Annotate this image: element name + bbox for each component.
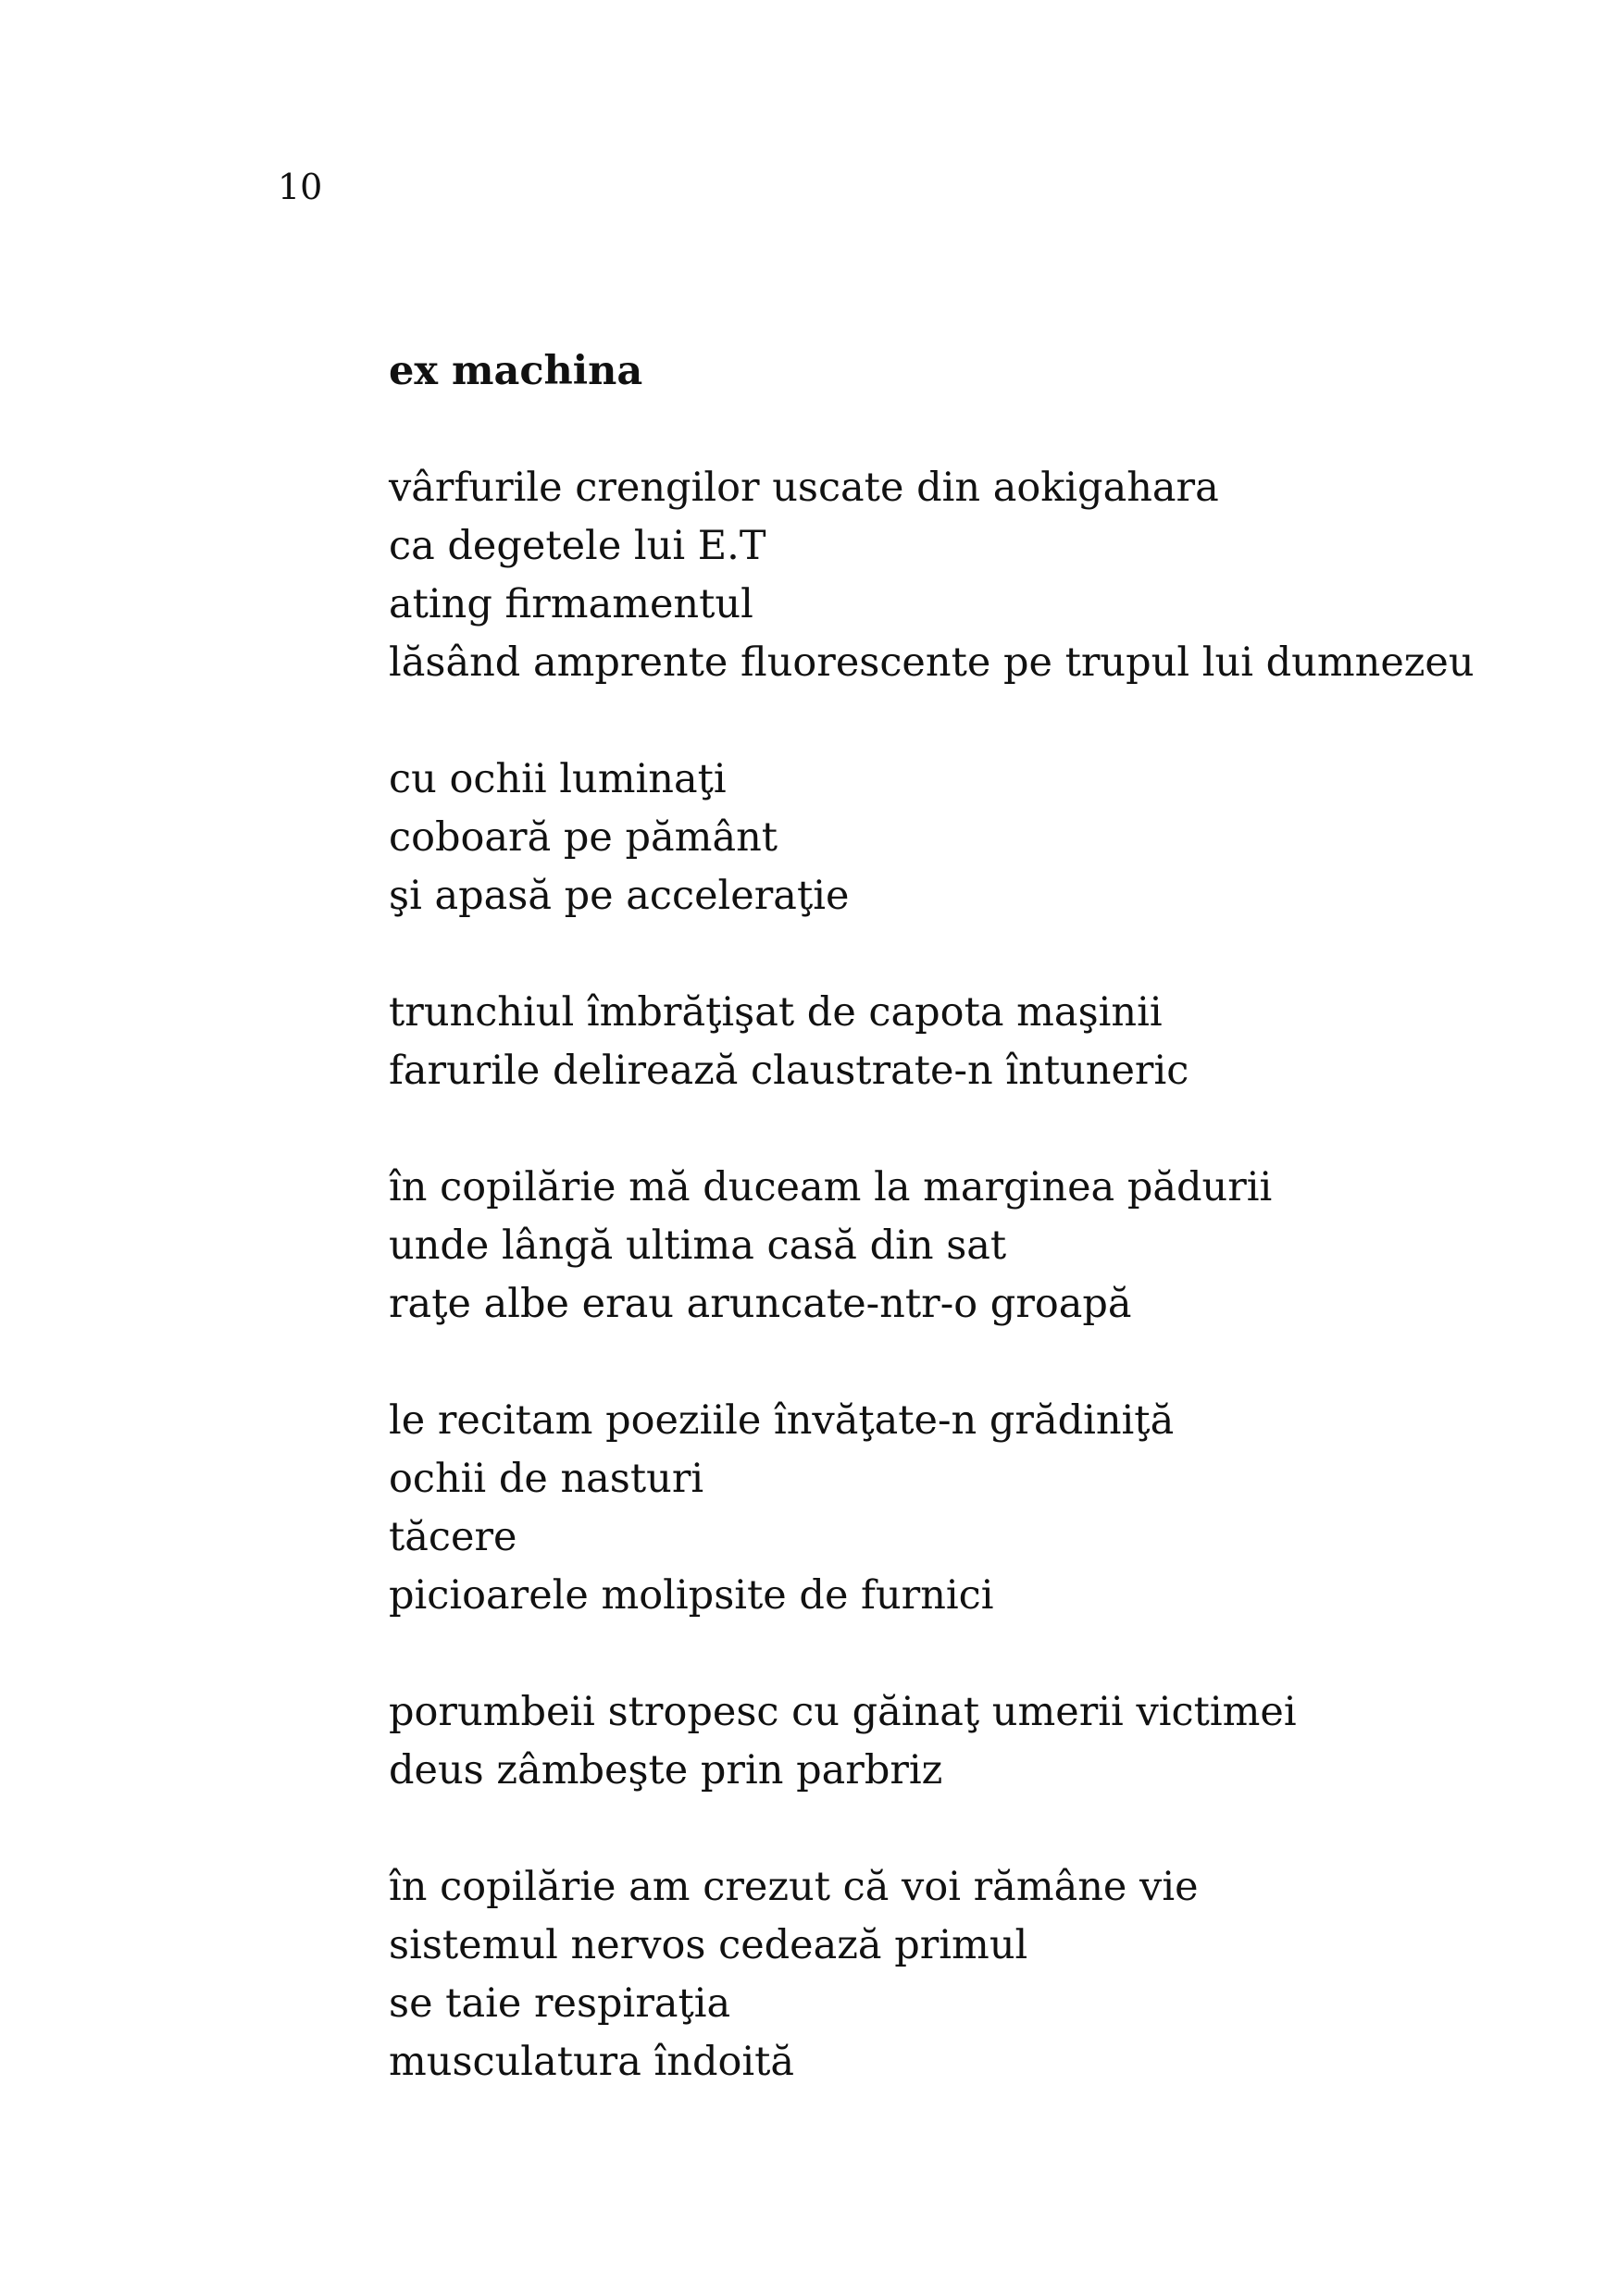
stanza xyxy=(389,751,1537,925)
poem-line: unde lângă ultima casă din sat xyxy=(389,1222,1007,1269)
poem-line: se taie respiraţia xyxy=(389,1980,731,2027)
poem-line: ochii de nasturi xyxy=(389,1456,704,1502)
poem-line: raţe albe erau aruncate-ntr-o groapă xyxy=(389,1281,1132,1327)
poem-line: sistemul nervos cedează primul xyxy=(389,1922,1028,1968)
poem-line: lăsând amprente fluorescente pe trupul lui dumnezeu xyxy=(389,639,1475,686)
poem-line: şi apasă pe acceleraţie xyxy=(389,873,850,919)
stanza xyxy=(389,1683,1537,1800)
stanza xyxy=(389,984,1537,1100)
poem-line: în copilărie am crezut că voi rămâne vie xyxy=(389,1864,1199,1910)
poem-line: farurile delirează claustrate-n întuneric xyxy=(389,1048,1189,1094)
poem-line: în copilărie mă duceam la marginea pădurii xyxy=(389,1164,1273,1210)
poem-line: picioarele molipsite de furnici xyxy=(389,1572,994,1619)
poem-line: coboară pe pământ xyxy=(389,814,778,861)
poem-line: ca degetele lui E.T xyxy=(389,523,766,569)
stanza xyxy=(389,459,1537,692)
poem-line: ating firmamentul xyxy=(389,581,753,627)
poem-line: tăcere xyxy=(389,1514,517,1560)
poem-line: le recitam poeziile învăţate-n grădiniţă xyxy=(389,1397,1175,1444)
poem-line: deus zâmbeşte prin parbriz xyxy=(389,1747,943,1793)
poem-title: ex machina xyxy=(389,348,643,394)
stanza xyxy=(389,1858,1537,2091)
poem xyxy=(389,342,1537,2091)
poem-line: porumbeii stropesc cu găinaţ umerii victimei xyxy=(389,1689,1297,1735)
stanza xyxy=(389,1159,1537,1334)
stanza xyxy=(389,1392,1537,1625)
poem-line: vârfurile crengilor uscate din aokigahara xyxy=(389,465,1219,511)
poem-line: trunchiul îmbrăţişat de capota maşinii xyxy=(389,989,1163,1036)
poem-line: cu ochii luminaţi xyxy=(389,756,727,802)
page-number: 10 xyxy=(278,167,323,207)
poem-line: musculatura îndoită xyxy=(389,2039,795,2085)
